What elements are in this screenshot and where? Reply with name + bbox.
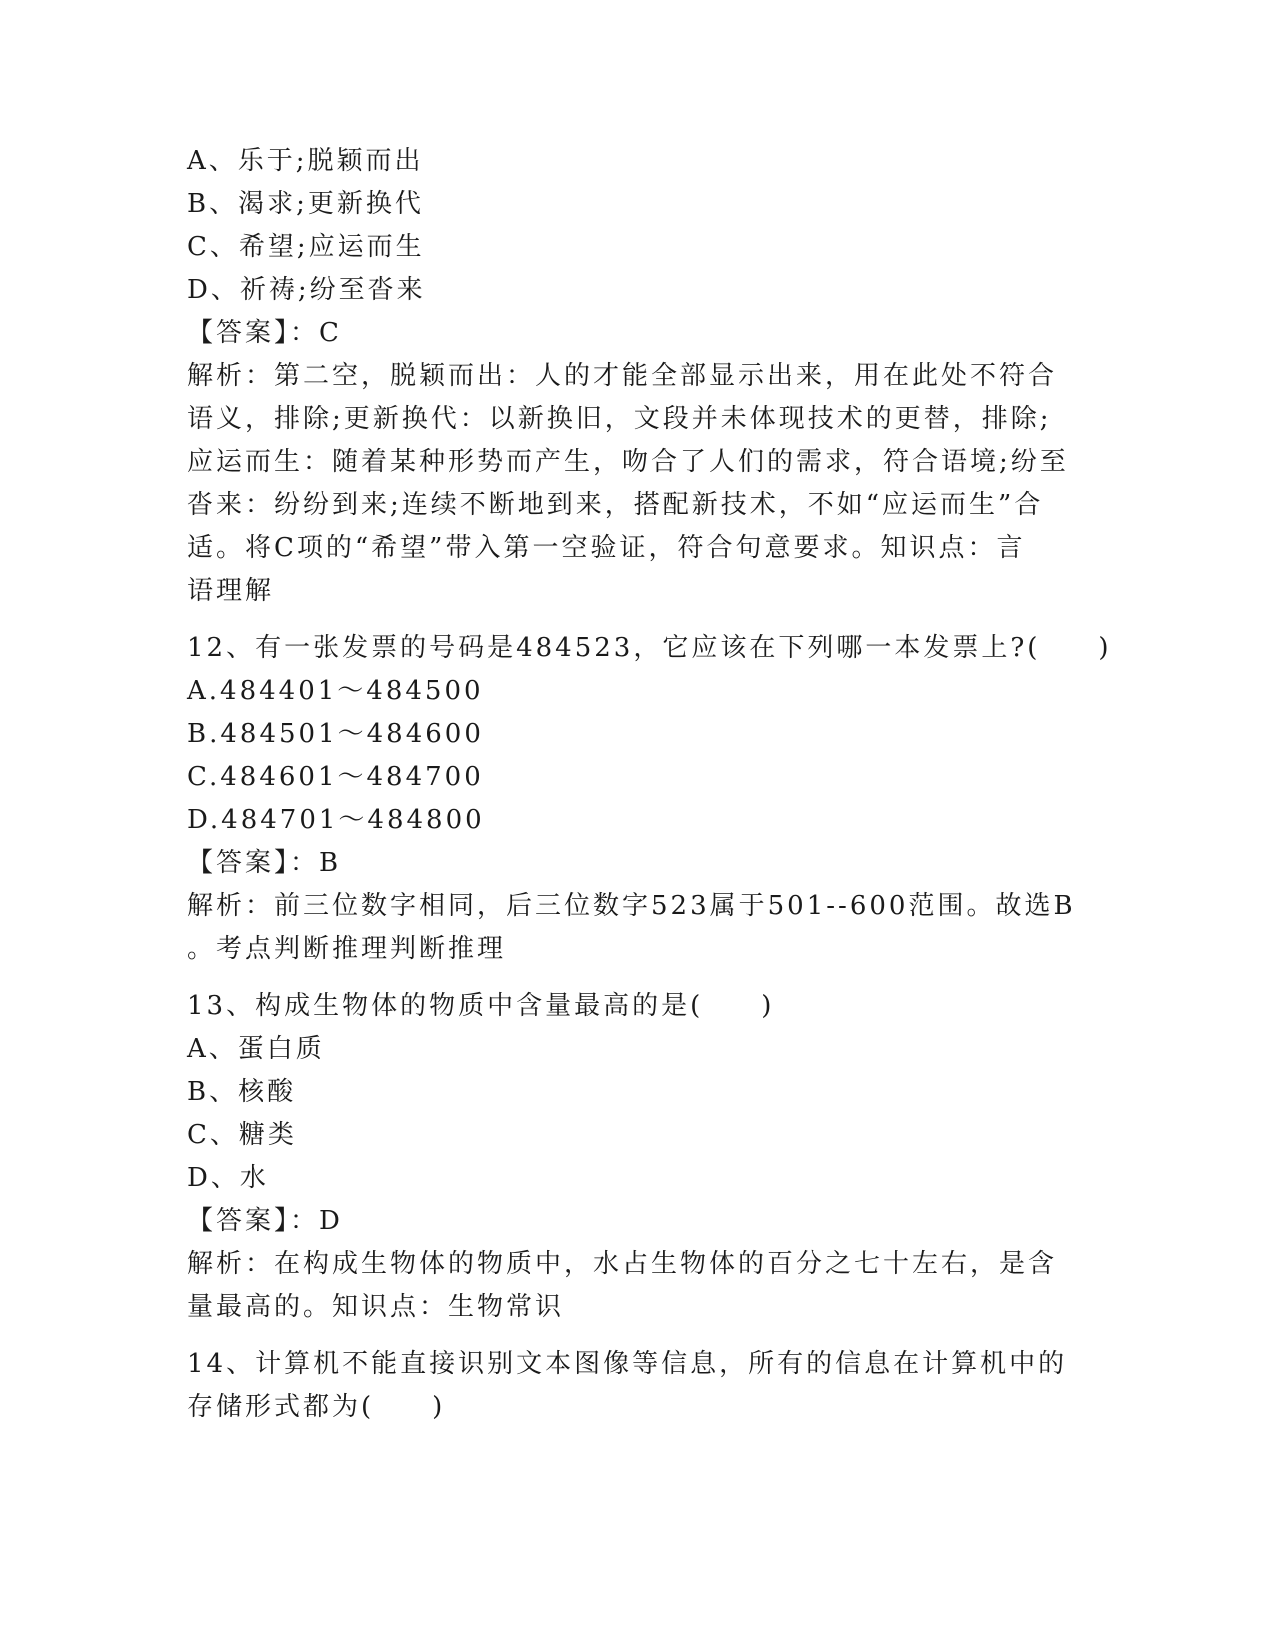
option-a: A、蛋白质 bbox=[187, 1034, 325, 1064]
answer-line: 【答案】：D bbox=[187, 1206, 343, 1236]
question-11 bbox=[187, 140, 1087, 613]
analysis-line: 语义，排除;更新换代：以新换旧，文段并未体现技术的更替，排除; bbox=[187, 404, 1052, 434]
option-b: B、渴求;更新换代 bbox=[187, 189, 424, 219]
analysis-line: 适。将C项的“希望”带入第一空验证，符合句意要求。知识点：言 bbox=[187, 533, 1026, 563]
option-d: D.484701～484800 bbox=[187, 805, 485, 835]
question-text: 12、有一张发票的号码是484523，它应该在下列哪一本发票上?( ) bbox=[187, 633, 1112, 663]
analysis-line: 量最高的。知识点：生物常识 bbox=[187, 1292, 565, 1322]
question-text: 14、计算机不能直接识别文本图像等信息，所有的信息在计算机中的 bbox=[187, 1349, 1068, 1379]
option-b: B.484501～484600 bbox=[187, 719, 484, 749]
option-b: B、核酸 bbox=[187, 1077, 297, 1107]
question-text: 存储形式都为( ) bbox=[187, 1392, 446, 1422]
analysis-line: 语理解 bbox=[187, 576, 275, 606]
question-12 bbox=[187, 627, 1112, 971]
question-14 bbox=[187, 1343, 1087, 1429]
answer-line: 【答案】：B bbox=[187, 848, 342, 878]
analysis-line: 沓来：纷纷到来;连续不断地到来，搭配新技术，不如“应运而生”合 bbox=[187, 490, 1044, 520]
option-c: C、希望;应运而生 bbox=[187, 232, 425, 262]
question-text: 13、构成生物体的物质中含量最高的是( ) bbox=[187, 991, 775, 1021]
option-d: D、水 bbox=[187, 1163, 269, 1193]
analysis-line: 解析：第二空，脱颖而出：人的才能全部显示出来，用在此处不符合 bbox=[187, 361, 1058, 391]
option-a: A、乐于;脱颖而出 bbox=[187, 146, 424, 176]
question-13 bbox=[187, 985, 1087, 1329]
option-a: A.484401～484500 bbox=[187, 676, 484, 706]
analysis-line: 解析：前三位数字相同，后三位数字523属于501--600范围。故选B bbox=[187, 891, 1076, 921]
analysis-line: 。考点判断推理判断推理 bbox=[187, 934, 507, 964]
answer-line: 【答案】：C bbox=[187, 318, 342, 348]
option-c: C.484601～484700 bbox=[187, 762, 484, 792]
document-page bbox=[187, 140, 1112, 1429]
analysis-line: 解析：在构成生物体的物质中，水占生物体的百分之七十左右，是含 bbox=[187, 1249, 1058, 1279]
option-c: C、糖类 bbox=[187, 1120, 297, 1150]
option-d: D、祈祷;纷至沓来 bbox=[187, 275, 426, 305]
analysis-line: 应运而生：随着某种形势而产生，吻合了人们的需求，符合语境;纷至 bbox=[187, 447, 1069, 477]
